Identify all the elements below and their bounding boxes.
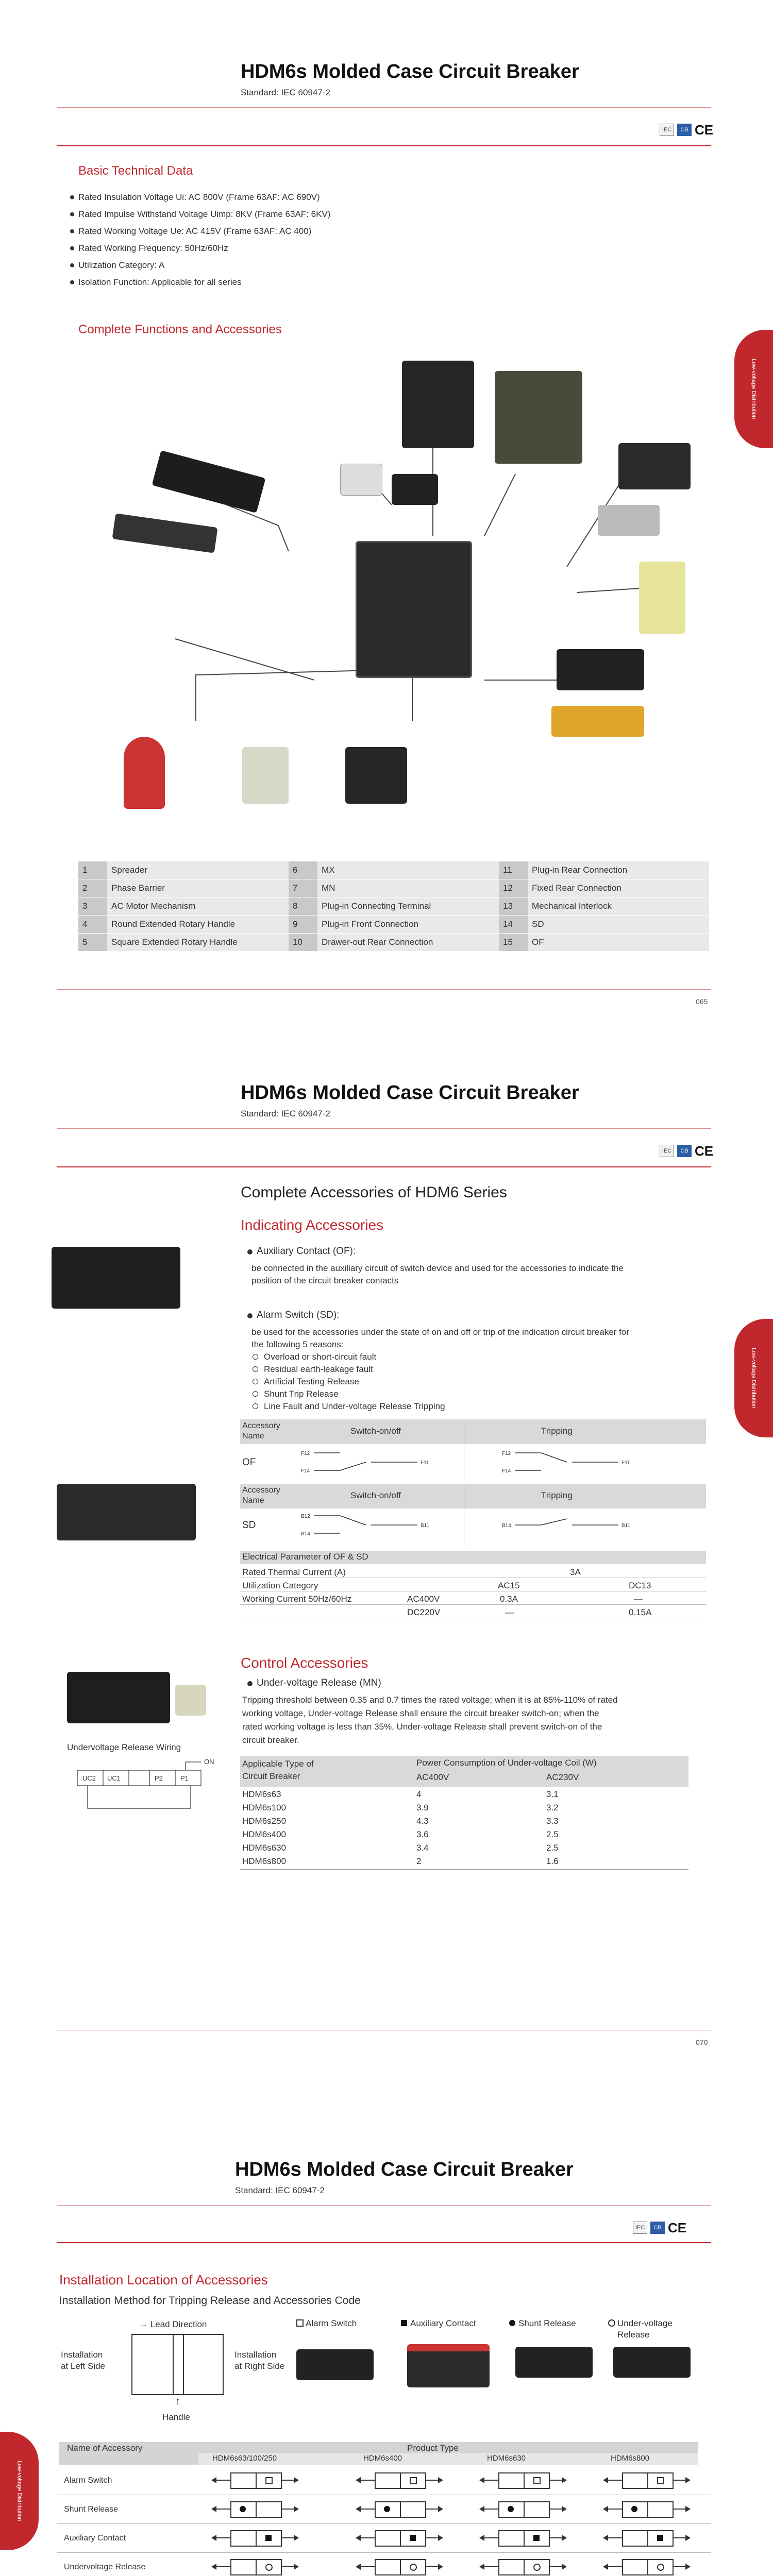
bullet-o-icon — [247, 1249, 253, 1255]
breaker-schematic — [131, 2334, 224, 2395]
section-title-functions: Complete Functions and Accessories — [78, 323, 282, 336]
cert-mark-icon: IEC — [660, 124, 674, 136]
header-red-line — [57, 1166, 711, 1167]
shunt-release-legend-icon — [509, 2320, 515, 2326]
shunt-release-image — [515, 2347, 593, 2378]
of-contact-diagram — [299, 1447, 706, 1478]
tripping-label: Tripping — [541, 1426, 573, 1436]
table-row: HDM6s100 3.9 3.2 — [242, 1803, 559, 1812]
sd-title: Alarm Switch (SD): — [257, 1310, 340, 1320]
section-title-install: Installation Location of Accessories — [59, 2272, 268, 2287]
shunt-marker-icon — [384, 2506, 390, 2512]
rotary-handle-round-image — [124, 737, 165, 809]
cert-mark-icon: CB — [677, 124, 692, 136]
arrow-right-icon — [562, 2477, 567, 2483]
of-description: be connected in the auxiliary circuit of switch device and used for the accessories to indicate the — [251, 1263, 624, 1273]
table-row: HDM6s400 3.6 2.5 — [242, 1829, 559, 1839]
install-symbol — [603, 2501, 691, 2517]
cert-mark-icon: IEC — [660, 1145, 674, 1157]
sd-label: SD — [242, 1520, 256, 1531]
table-row — [57, 2523, 711, 2553]
table-row: 5 Square Extended Rotary Handle 10 Drawer-out Rear Connection 15 OF — [78, 934, 709, 952]
sd-description: be used for the accessories under the state of on and off or trip of the indication circuit breaker for — [251, 1327, 629, 1337]
elec-grid — [240, 1604, 706, 1605]
table-row: HDM6s250 4.3 3.3 — [242, 1816, 559, 1826]
column-header: HDM6s800 — [611, 2454, 650, 2463]
mn-title: Under-voltage Release (MN) — [257, 1677, 381, 1688]
bullet-o-icon — [247, 1313, 253, 1318]
parts-table — [78, 861, 709, 952]
ce-mark-icon: CE — [695, 1143, 714, 1159]
section-title-basic: Basic Technical Data — [78, 164, 193, 178]
side-tab: Low-voltage Distribution — [734, 1319, 773, 1437]
cert-mark-icon: IEC — [633, 2222, 647, 2234]
acc-name-label: Accessory Name — [242, 1421, 280, 1440]
ce-mark-icon: CE — [695, 122, 714, 138]
of-label: OF — [242, 1457, 256, 1468]
section-title-indicating: Indicating Accessories — [241, 1217, 384, 1233]
legend-label: Under-voltage — [617, 2318, 673, 2328]
basic-item: Rated Impulse Withstand Voltage Uimp: 8KV (Frame 63AF: 6KV) — [78, 209, 331, 219]
mn-description: rated working voltage is less than 35%, Under-voltage Release shall prevent switch-on of the — [242, 1722, 602, 1732]
undervoltage-legend-icon — [608, 2319, 615, 2327]
catalog-page-3 — [0, 2102, 773, 2576]
undervoltage-marker-icon — [265, 2564, 273, 2571]
sd-reason: Overload or short-circuit fault — [264, 1352, 377, 1362]
page-standard: Standard: IEC 60947-2 — [241, 88, 330, 97]
page-title: HDM6s Molded Case Circuit Breaker — [241, 1082, 579, 1104]
arrow-right-icon — [685, 2535, 691, 2541]
table-row: 2 Phase Barrier 7 MN 12 Fixed Rear Connection — [78, 879, 709, 897]
page-number: 070 — [696, 2038, 708, 2046]
accessory-name: Auxiliary Contact — [64, 2533, 126, 2543]
install-symbol — [479, 2472, 567, 2488]
shunt-marker-icon — [240, 2506, 246, 2512]
sd-term: B14 — [502, 1523, 511, 1529]
elec-cell: Working Current 50Hz/60Hz — [242, 1594, 352, 1604]
header-name: Name of Accessory — [67, 2443, 143, 2453]
of-contact-image — [557, 649, 644, 690]
install-symbol — [479, 2559, 567, 2574]
mn-header-power: Power Consumption of Under-voltage Coil (W) — [416, 1758, 597, 1768]
ce-mark-icon: CE — [668, 2220, 687, 2235]
header-product: Product Type — [407, 2443, 459, 2453]
catalog-page-1 — [0, 0, 773, 1030]
elec-cell: AC400V — [407, 1594, 440, 1604]
mn-header-col: AC230V — [546, 1772, 579, 1782]
column-header: HDM6s63/100/250 — [212, 2454, 277, 2463]
side-tab: Low-voltage Distribution — [0, 2432, 39, 2550]
footer-divider — [57, 989, 711, 990]
of-description: position of the circuit breaker contacts — [251, 1276, 399, 1285]
install-symbol — [479, 2530, 567, 2546]
wiring-term: UC2 — [82, 1774, 96, 1782]
table-row: HDM6s800 2 1.6 — [242, 1856, 559, 1866]
arrow-up-icon: ↑ — [175, 2396, 180, 2407]
shunt-marker-icon — [631, 2506, 637, 2512]
page-standard: Standard: IEC 60947-2 — [235, 2185, 325, 2195]
header-red-line — [57, 145, 711, 146]
auxiliary-contact-image — [52, 1247, 180, 1309]
sd-reason: Shunt Trip Release — [264, 1389, 339, 1399]
acc-name-label: Accessory Name — [242, 1486, 280, 1505]
motor-mechanism-image — [495, 371, 582, 464]
circle-bullet-icon — [253, 1391, 258, 1397]
sd-reason: Artificial Testing Release — [264, 1377, 359, 1386]
arrow-right-icon — [685, 2477, 691, 2483]
undervoltage-release-image — [613, 2347, 691, 2378]
install-symbol — [356, 2530, 443, 2546]
mn-table-bottom — [240, 1869, 688, 1870]
legend-label: Release — [617, 2330, 650, 2340]
mn-description: circuit breaker. — [242, 1735, 299, 1745]
page-title: HDM6s Molded Case Circuit Breaker — [235, 2159, 574, 2180]
undervoltage-marker-icon — [410, 2564, 417, 2571]
plug-in-terminal-image — [392, 474, 438, 505]
basic-item: Rated Working Frequency: 50Hz/60Hz — [78, 243, 228, 253]
of-header-row — [240, 1419, 706, 1444]
aux-marker-icon — [410, 2535, 416, 2541]
rear-connection-image — [402, 361, 474, 448]
catalog-page-2 — [0, 1030, 773, 2102]
undervoltage-marker-icon — [533, 2564, 541, 2571]
sd-term: B12 — [301, 1514, 310, 1519]
header-divider — [57, 2205, 711, 2206]
install-symbol — [603, 2559, 691, 2574]
install-subtitle: Installation Method for Tripping Release and Accessories Code — [59, 2295, 361, 2307]
alarm-switch-image — [57, 1484, 196, 1540]
elec-cell: DC13 — [629, 1581, 651, 1590]
arrow-right-icon — [294, 2564, 299, 2570]
elec-cell: 3A — [570, 1567, 581, 1577]
basic-item: Rated Working Voltage Ue: AC 415V (Frame 63AF: AC 400) — [78, 226, 312, 236]
mn-rows — [240, 1788, 688, 1868]
elec-cell: DC220V — [407, 1607, 441, 1617]
sd-header-row — [240, 1484, 706, 1509]
bullet-mn-icon — [247, 1681, 253, 1686]
of-title: Auxiliary Contact (OF): — [257, 1246, 356, 1257]
cert-mark-icon: CB — [677, 1145, 692, 1157]
alarm-marker-icon — [533, 2477, 541, 2484]
elec-cell: 0.15A — [629, 1607, 652, 1617]
sd-contact-image — [551, 706, 644, 737]
arrow-right-icon — [294, 2535, 299, 2541]
right-side-label: Installation at Right Side — [234, 2350, 285, 2371]
cert-marks — [660, 1145, 713, 1157]
install-symbol — [356, 2559, 443, 2574]
arrow-right-icon — [685, 2506, 691, 2512]
elec-cell: 0.3A — [500, 1594, 518, 1604]
table-row — [57, 2466, 711, 2495]
legend-label: Auxiliary Contact — [410, 2318, 476, 2328]
arrow-right-icon — [438, 2506, 443, 2512]
left-side-label: Installation at Left Side — [61, 2350, 106, 2371]
wiring-diagram — [72, 1757, 227, 1824]
sd-reason: Residual earth-leakage fault — [264, 1364, 373, 1374]
plug-in-front-image — [598, 505, 660, 536]
aux-marker-icon — [533, 2535, 540, 2541]
phase-barrier-image — [340, 464, 382, 496]
elec-title: Electrical Parameter of OF & SD — [242, 1552, 368, 1562]
circle-bullet-icon — [253, 1403, 258, 1409]
sd-contact-diagram — [299, 1510, 706, 1540]
column-header: HDM6s400 — [363, 2454, 402, 2463]
of-term: F11 — [621, 1460, 630, 1466]
arrow-left-icon: → — [139, 2319, 148, 2329]
breaker-divider — [183, 2334, 184, 2394]
wiring-term: P1 — [180, 1774, 189, 1782]
accessory-name: Alarm Switch — [64, 2476, 112, 2485]
install-symbol — [211, 2530, 299, 2546]
mn-description: working voltage, Under-voltage Release shall ensure the circuit breaker switch-on; when the — [242, 1708, 599, 1718]
arrow-right-icon — [294, 2477, 299, 2483]
header-red-line — [57, 2242, 711, 2243]
basic-item: Rated Insulation Voltage Ui: AC 800V (Frame 63AF: AC 690V) — [78, 192, 320, 202]
arrow-right-icon — [562, 2535, 567, 2541]
of-term: F14 — [502, 1468, 511, 1474]
table-row: HDM6s63 4 3.1 — [242, 1789, 559, 1799]
arrow-right-icon — [294, 2506, 299, 2512]
aux-marker-icon — [265, 2535, 272, 2541]
of-term: F11 — [421, 1460, 429, 1466]
table-row: HDM6s630 3.4 2.5 — [242, 1843, 559, 1853]
section-title-control: Control Accessories — [241, 1655, 368, 1671]
alarm-marker-icon — [410, 2477, 417, 2484]
sd-reason: Line Fault and Under-voltage Release Tripping — [264, 1401, 445, 1411]
install-symbol — [603, 2530, 691, 2546]
circuit-breaker-image — [356, 541, 472, 678]
arrow-right-icon — [438, 2535, 443, 2541]
table-row: 1 Spreader 6 MX 11 Plug-in Rear Connection — [78, 861, 709, 879]
undervoltage-release-image — [67, 1672, 170, 1723]
install-symbol — [479, 2501, 567, 2517]
circle-bullet-icon — [253, 1354, 258, 1360]
table-row — [57, 2495, 711, 2524]
mn-header-type: Applicable Type of Circuit Breaker — [242, 1759, 314, 1781]
switch-on-off-label: Switch-on/off — [350, 1426, 401, 1436]
aux-marker-icon — [657, 2535, 663, 2541]
table-row — [57, 2552, 711, 2576]
of-term: F12 — [301, 1451, 310, 1456]
table-row: 3 AC Motor Mechanism 8 Plug-in Connecting Terminal 13 Mechanical Interlock — [78, 897, 709, 916]
wiring-term: UC1 — [107, 1774, 121, 1782]
install-symbol — [211, 2501, 299, 2517]
undervoltage-marker-icon — [657, 2564, 664, 2571]
wiring-term: P2 — [155, 1774, 163, 1782]
install-symbol — [211, 2472, 299, 2488]
of-term: F12 — [502, 1451, 511, 1456]
sd-term: B14 — [301, 1531, 310, 1537]
handle-label: Handle — [162, 2412, 190, 2422]
page-title: HDM6s Molded Case Circuit Breaker — [241, 61, 579, 82]
elec-cell: — — [505, 1607, 514, 1617]
column-header: HDM6s630 — [487, 2454, 526, 2463]
elec-cell: Rated Thermal Current (A) — [242, 1567, 346, 1577]
basic-item: Isolation Function: Applicable for all series — [78, 277, 242, 287]
accessory-name: Undervoltage Release — [64, 2562, 146, 2571]
undervoltage-coil-image — [175, 1685, 206, 1716]
install-symbol — [211, 2559, 299, 2574]
cert-marks — [660, 124, 713, 136]
lead-direction-label: → Lead Direction — [139, 2319, 207, 2329]
rear-bars-image — [639, 562, 685, 634]
elec-cell: AC15 — [498, 1581, 520, 1590]
auxiliary-contact-image — [407, 2344, 490, 2387]
section-heading: Complete Accessories of HDM6 Series — [241, 1184, 507, 1201]
shunt-marker-icon — [508, 2506, 514, 2512]
accessory-name: Shunt Release — [64, 2504, 118, 2514]
cert-marks — [633, 2222, 686, 2234]
page-standard: Standard: IEC 60947-2 — [241, 1109, 330, 1118]
legend-label: Shunt Release — [518, 2318, 576, 2328]
table-row: 4 Round Extended Rotary Handle 9 Plug-in Front Connection 14 SD — [78, 916, 709, 934]
mechanical-interlock-image — [618, 443, 691, 489]
switch-on-off-label: Switch-on/off — [350, 1490, 401, 1500]
arrow-right-icon — [438, 2477, 443, 2483]
cert-mark-icon: CB — [650, 2222, 665, 2234]
drawer-out-image — [345, 747, 407, 804]
wiring-label: Undervoltage Release Wiring — [67, 1742, 181, 1752]
sd-term: B11 — [421, 1523, 430, 1529]
arrow-right-icon — [685, 2564, 691, 2570]
page-number: 065 — [696, 997, 708, 1006]
side-tab: Low-voltage Distribution — [734, 330, 773, 448]
wiring-term: ON — [204, 1758, 214, 1766]
alarm-switch-image — [296, 2349, 374, 2380]
alarm-switch-legend-icon — [296, 2319, 304, 2327]
rotary-handle-square-image — [242, 747, 289, 804]
header-divider — [57, 1128, 711, 1129]
header-divider — [57, 107, 711, 108]
arrow-right-icon — [562, 2564, 567, 2570]
auxiliary-contact-legend-icon — [401, 2320, 407, 2326]
legend-label: Alarm Switch — [306, 2318, 357, 2328]
arrow-right-icon — [438, 2564, 443, 2570]
circle-bullet-icon — [253, 1366, 258, 1372]
sd-description: the following 5 reasons: — [251, 1340, 344, 1349]
elec-cell: — — [634, 1594, 643, 1604]
basic-item: Utilization Category: A — [78, 260, 165, 270]
tripping-label: Tripping — [541, 1490, 573, 1500]
of-term: F14 — [301, 1468, 310, 1474]
install-symbol — [356, 2472, 443, 2488]
install-symbol — [603, 2472, 691, 2488]
elec-cell: Utilization Category — [242, 1581, 318, 1590]
arrow-right-icon — [562, 2506, 567, 2512]
sd-term: B11 — [621, 1523, 631, 1529]
circle-bullet-icon — [253, 1379, 258, 1384]
alarm-marker-icon — [265, 2477, 273, 2484]
alarm-marker-icon — [657, 2477, 664, 2484]
breaker-divider — [173, 2334, 174, 2394]
mn-header-col: AC400V — [416, 1772, 449, 1782]
install-symbol — [356, 2501, 443, 2517]
mn-description: Tripping threshold between 0.35 and 0.7 times the rated voltage; when it is at 85%-110% of rated — [242, 1695, 618, 1705]
